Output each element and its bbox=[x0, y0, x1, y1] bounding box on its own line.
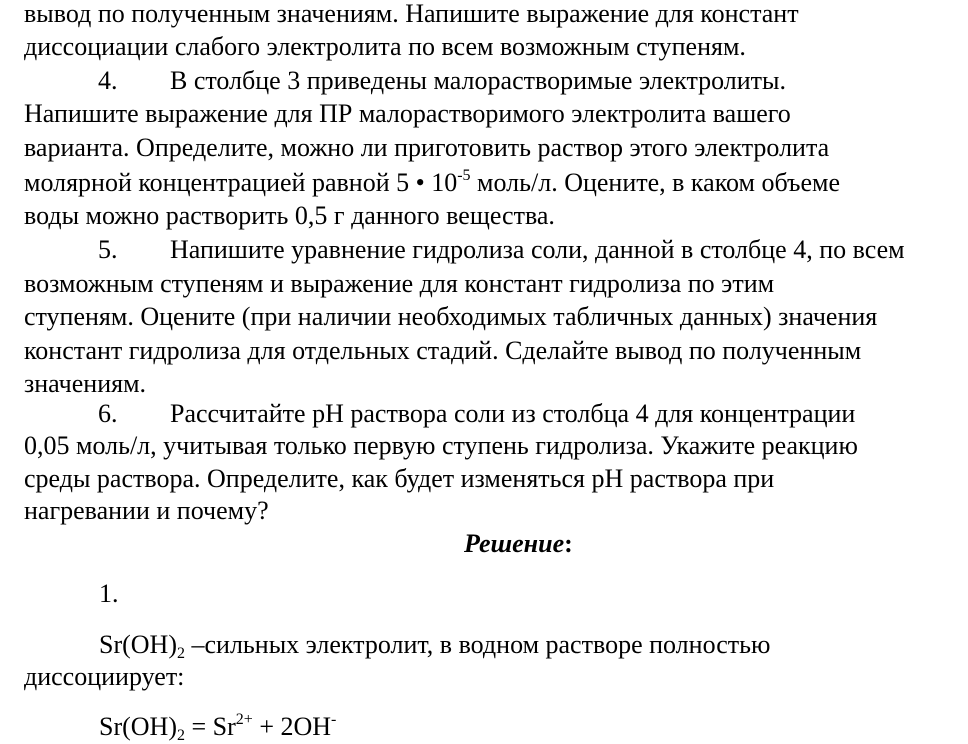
solution-step-number: 1. bbox=[99, 579, 119, 608]
ion-charge: - bbox=[331, 711, 337, 728]
text-line: варианта. Определите, можно ли приготовить раствор этого электролита bbox=[24, 133, 830, 162]
item-6-first-line: Рассчитайте рН раствора соли из столбца 4 для концентрации bbox=[170, 399, 856, 428]
text-line: диссоциации слабого электролита по всем возможным ступеням. bbox=[24, 32, 746, 61]
text-line: 0,05 моль/л, учитывая только первую ступень гидролиза. Укажите реакцию bbox=[24, 431, 858, 460]
text-line: ступеням. Оцените (при наличии необходимых табличных данных) значения bbox=[24, 302, 878, 331]
solution-heading-colon: : bbox=[564, 529, 573, 558]
text-line: среды раствора. Определите, как будет изменяться рН раствора при bbox=[24, 464, 775, 493]
text-line: воды можно растворить 0,5 г данного вещества. bbox=[24, 201, 555, 230]
subscript: 2 bbox=[177, 645, 185, 662]
text-line bbox=[24, 167, 841, 197]
text-line: диссоциирует: bbox=[24, 662, 185, 691]
formula-text: Sr(OH) bbox=[99, 712, 177, 741]
text-line: Напишите выражение для ПР малорастворимого электролита вашего bbox=[24, 99, 791, 128]
text-line: возможным ступеням и выражение для констант гидролиза по этим bbox=[24, 269, 775, 298]
solution-paragraph-line bbox=[99, 630, 771, 662]
text-span: моль/л. Оцените, в каком объеме bbox=[470, 168, 841, 197]
item-5-first-line: Напишите уравнение гидролиза соли, данной в столбце 4, по всем bbox=[170, 235, 905, 264]
item-5-number: 5. bbox=[98, 235, 118, 264]
formula-text: = Sr bbox=[185, 712, 236, 741]
item-4-first-line: В столбце 3 приведены малорастворимые электролиты. bbox=[170, 66, 787, 95]
item-4-number: 4. bbox=[98, 66, 118, 95]
dissociation-equation bbox=[99, 711, 337, 744]
subscript: 2 bbox=[177, 727, 185, 744]
text-line: констант гидролиза для отдельных стадий. Сделайте вывод по полученным bbox=[24, 336, 862, 365]
text-line: нагревании и почему? bbox=[24, 496, 269, 525]
ion-charge: 2+ bbox=[235, 711, 253, 728]
solution-heading bbox=[464, 531, 573, 557]
text-span: –сильных электролит, в водном растворе полностью bbox=[185, 630, 771, 659]
text-line: значениям. bbox=[24, 369, 147, 398]
formula-text: Sr(OH) bbox=[99, 630, 177, 659]
exponent: -5 bbox=[457, 167, 471, 184]
item-6-number: 6. bbox=[98, 399, 118, 428]
solution-heading-text: Решение bbox=[464, 529, 565, 558]
text-line: вывод по полученным значениям. Напишите выражение для констант bbox=[24, 0, 799, 28]
text-span: молярной концентрацией равной 5 • 10 bbox=[24, 168, 458, 197]
formula-text: + 2OH bbox=[252, 712, 332, 741]
